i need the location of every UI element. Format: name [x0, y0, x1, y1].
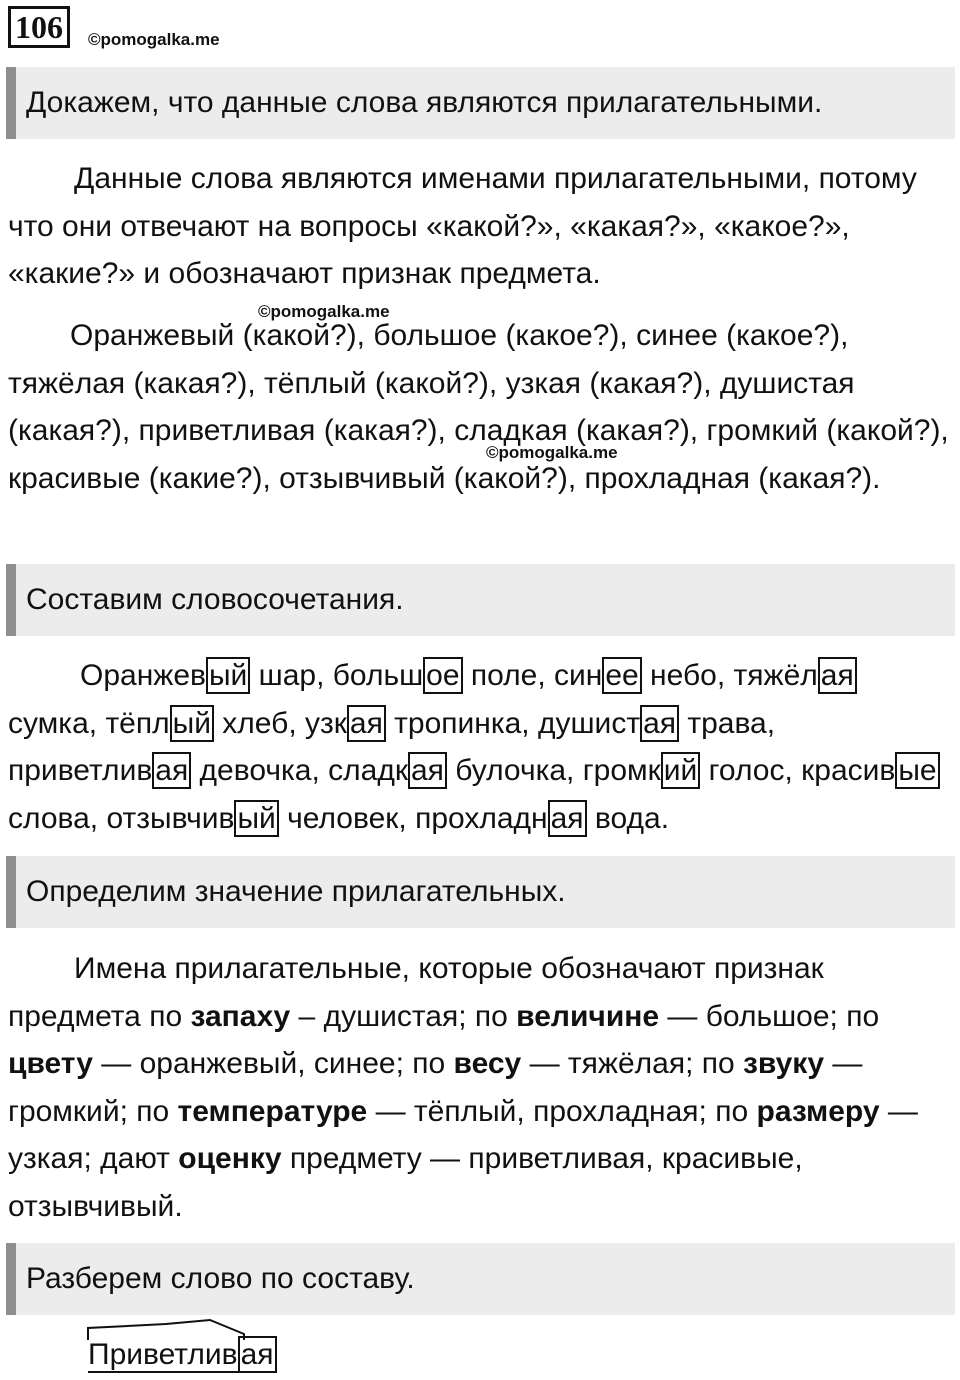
phrase-stem: отзывчив	[106, 801, 235, 835]
boxed-ending: ая	[347, 705, 386, 742]
phrase-noun: голос,	[700, 754, 802, 787]
task-number: 106	[8, 6, 70, 48]
watermark: ©pomogalka.me	[486, 443, 618, 462]
phrase-stem: приветлив	[8, 754, 153, 787]
boxed-ending: ое	[423, 657, 462, 694]
boxed-ending: ая	[640, 705, 679, 742]
word-ending: ая	[238, 1336, 277, 1373]
boxed-ending: ая	[152, 752, 191, 789]
phrase-stem: прохладн	[415, 801, 548, 835]
paragraph: Оранжевый (какой?), большое (какое?), синее (какое?), тяжёлая (какая?), тёплый (какой?), узкая (какая?), душистая (какая?), приветливая (какая?), сладкая (какая?), громкий (какой?), красивые (какие?), отзывчивый (какой?), прохладная (какая?).	[8, 319, 949, 495]
section-heading: Составим словосочетания.	[6, 564, 955, 636]
section-heading: Определим значение прилагательных.	[6, 856, 955, 928]
section-heading: Докажем, что данные слова являются прилагательными.	[6, 67, 955, 139]
boxed-ending: ая	[548, 800, 587, 837]
phrase-noun: сумка,	[8, 706, 106, 740]
phrase-noun: трава,	[679, 706, 776, 740]
word-combinations	[8, 652, 953, 842]
boxed-ending: ый	[206, 657, 250, 694]
phrase-stem: душист	[537, 706, 641, 740]
parsed-word	[88, 1335, 277, 1375]
phrase-stem: син	[554, 659, 603, 692]
bold-term: запаху	[190, 999, 291, 1033]
bold-term: звуку	[743, 1047, 825, 1080]
phrase-stem: больш	[332, 659, 424, 692]
phrase-stem: сладк	[328, 754, 408, 787]
phrase-noun: слова,	[8, 801, 107, 835]
bold-term: цвету	[8, 1047, 93, 1080]
boxed-ending: ая	[408, 752, 447, 789]
phrase-stem: тёпл	[105, 706, 170, 740]
bold-term: оценку	[178, 1142, 282, 1175]
phrase-stem: Оранжев	[80, 659, 206, 692]
bold-term: весу	[453, 1047, 522, 1080]
phrase-noun: человек,	[278, 801, 416, 835]
boxed-ending: ая	[818, 657, 857, 694]
boxed-ending: ый	[170, 705, 214, 742]
watermark: ©pomogalka.me	[258, 302, 390, 321]
phrase-stem: красив	[801, 754, 896, 787]
phrase-noun: тропинка,	[385, 706, 538, 740]
phrase-noun: небо,	[641, 659, 734, 692]
boxed-ending: ее	[602, 657, 641, 694]
bold-term: температуре	[177, 1094, 368, 1128]
boxed-ending: ый	[234, 800, 278, 837]
boxed-ending: ий	[661, 752, 701, 789]
phrase-noun: поле,	[462, 659, 555, 692]
bold-term: величине	[516, 999, 660, 1033]
word-stem: Приветлив	[88, 1338, 238, 1371]
phrase-noun: хлеб,	[213, 706, 305, 740]
bold-term: размеру	[756, 1094, 880, 1128]
phrase-stem: узк	[305, 706, 347, 740]
watermark: ©pomogalka.me	[88, 30, 220, 49]
section-heading: Разберем слово по составу.	[6, 1243, 955, 1315]
phrase-stem: громк	[582, 754, 661, 787]
phrase-noun: вода.	[586, 801, 670, 835]
paragraph: Данные слова являются именами прилагательными, потому что они отвечают на вопросы «какой?», «какая?», «какое?», «какие?» и обозначают признак предмета.	[8, 162, 917, 290]
phrase-noun: булочка,	[446, 754, 583, 787]
phrase-stem: тяжёл	[733, 659, 818, 692]
phrase-noun: девочка,	[191, 754, 329, 787]
boxed-ending: ые	[895, 752, 939, 789]
meanings-paragraph: Имена прилагательные, которые обозначают признак предмета по запаху – душистая; по величине — большое; по цвету — оранжевый, синее; по весу — тяжёлая; по звуку — громкий; по температуре — тёплый, прохладная; по размеру — узкая; дают оценку предмету — приветливая, красивые, отзывчивый.	[8, 952, 918, 1223]
phrase-noun: шар,	[250, 659, 333, 692]
